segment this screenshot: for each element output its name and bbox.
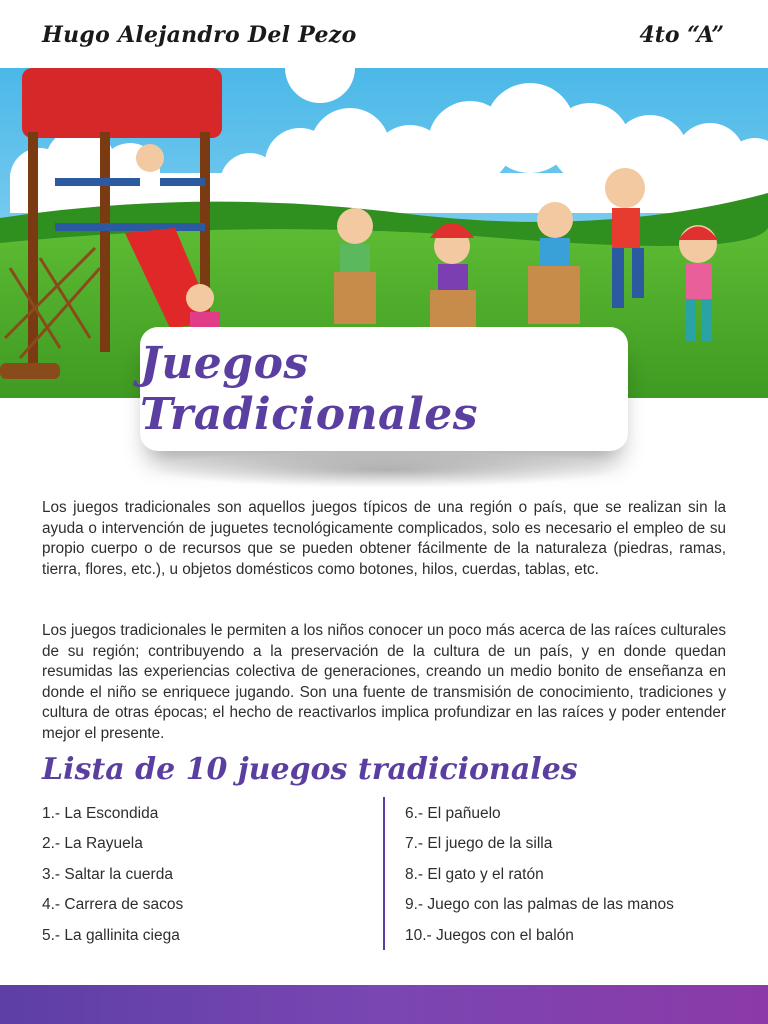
list-item: 3.- Saltar la cuerda [42, 865, 173, 883]
list-item: 5.- La gallinita ciega [42, 926, 180, 944]
list-item: 8.- El gato y el ratón [405, 865, 544, 883]
student-grade: 4to “A” [639, 22, 724, 48]
games-list-right [405, 801, 674, 953]
list-item: 10.- Juegos con el balón [405, 926, 574, 944]
title-card-shadow [150, 452, 620, 488]
footer-bar [0, 985, 768, 1024]
list-heading: Lista de 10 juegos tradicionales [42, 752, 578, 787]
page-title: Juegos Tradicionales [140, 338, 479, 440]
title-card [140, 327, 628, 451]
list-item: 1.- La Escondida [42, 805, 159, 822]
list-item: 2.- La Rayuela [42, 835, 143, 853]
games-list-left [42, 801, 183, 953]
student-name: Hugo Alejandro Del Pezo [42, 22, 357, 48]
list-item: 4.- Carrera de sacos [42, 896, 184, 914]
second-paragraph: Los juegos tradicionales le permiten a los niños conocer un poco más acerca de las raíces culturales de su región; contribuyendo a la preservación de la cultura de un país, y en donde quedan resumidas las experiencias colectiva de generaciones, creando un medio bonito de enseñanza en donde el niño se enriquece jugando. Son una fuente de transmisión de conocimiento, tradiciones y cultura de otras épocas; el hecho de reactivarlos implica profundizar en las raíces y poder entender mejor el presente. [42, 622, 726, 742]
list-item: 6.- El pañuelo [405, 805, 501, 822]
list-item: 7.- El juego de la silla [405, 835, 553, 853]
column-divider [383, 797, 385, 950]
intro-paragraph: Los juegos tradicionales son aquellos juegos típicos de una región o país, que se realizan sin la ayuda o intervención de juguetes tecnológicamente complicados, solo es necesario el empleo de su propio cuerpo o de recursos que se pueden obtener fácilmente de la naturaleza (piedras, ramas, tierra, flores, etc.), u objetos domésticos como botones, hilos, cuerdas, tablas, etc. [42, 499, 726, 578]
list-item: 9.- Juego con las palmas de las manos [405, 896, 674, 914]
